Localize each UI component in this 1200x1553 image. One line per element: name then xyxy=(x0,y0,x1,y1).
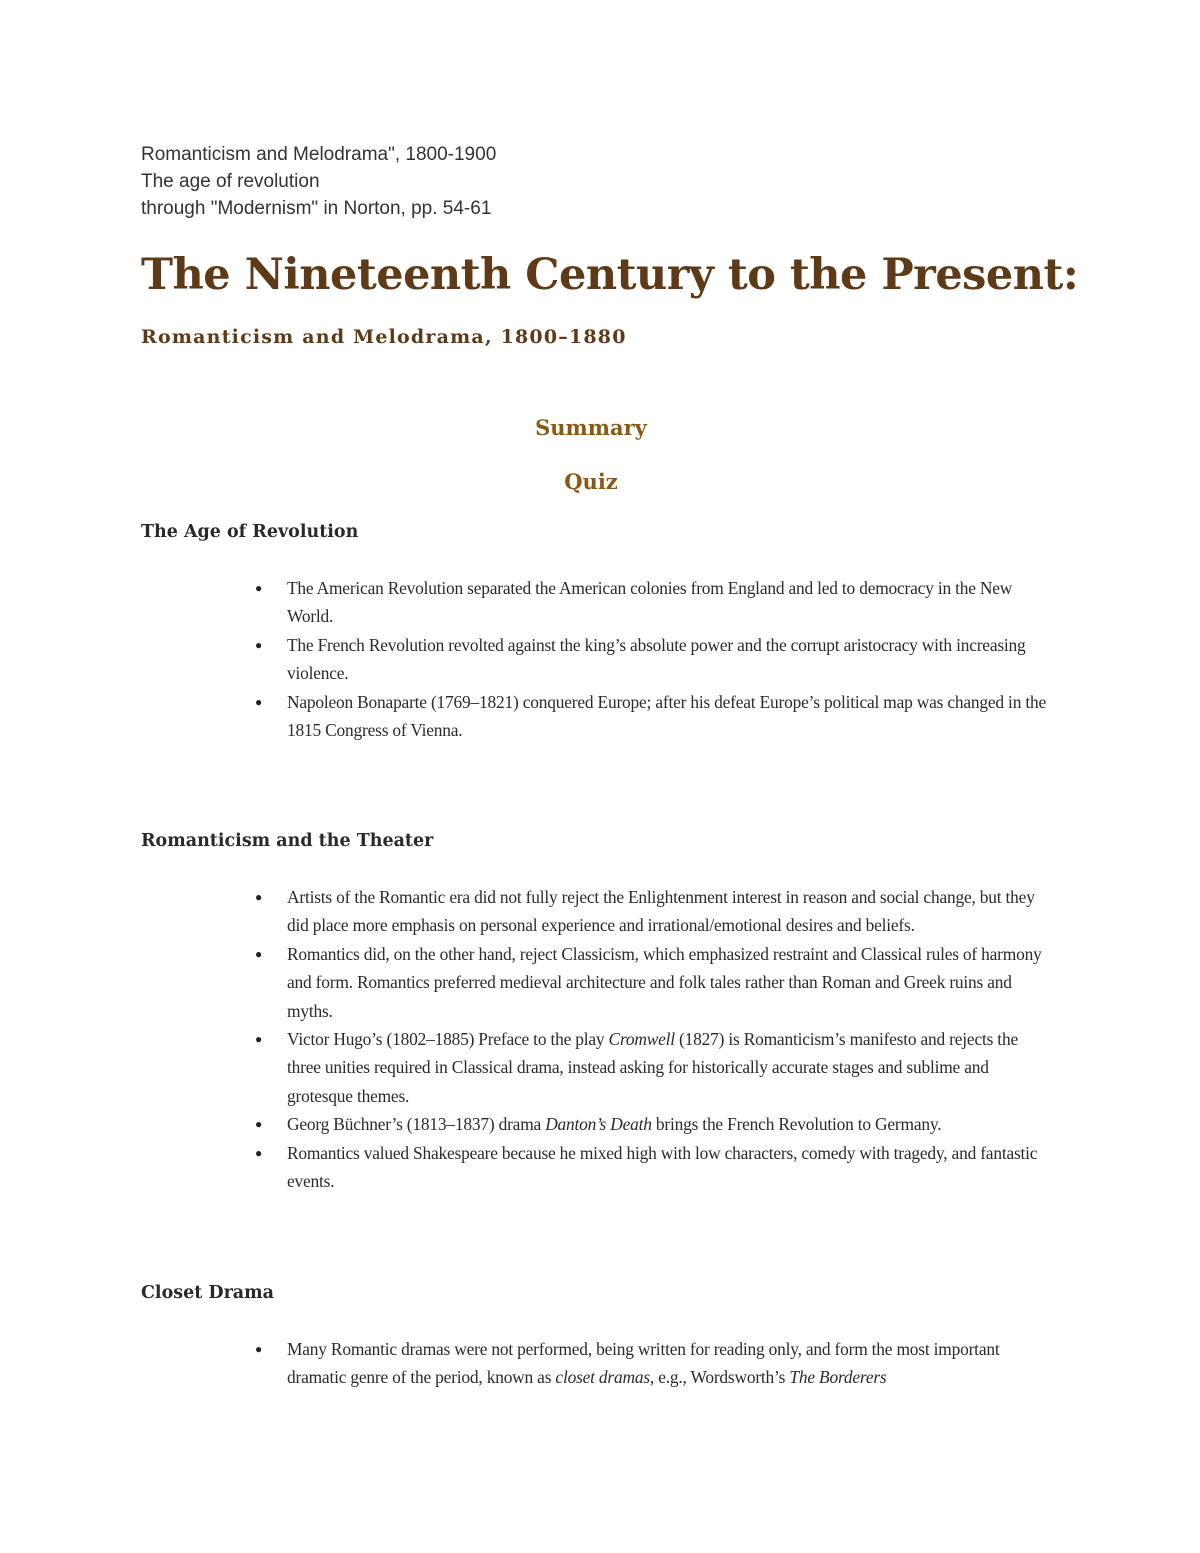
list-item-text: Romantics did, on the other hand, reject Classicism, which emphasized restraint and Classical rules of harmony and form. Romantics preferred medieval architecture and folk tales rather than Roman and Greek ruins and myths. xyxy=(287,943,1042,1021)
list-item xyxy=(255,1335,1047,1392)
list-item xyxy=(255,688,1047,745)
bullet-list-romanticism-theater xyxy=(255,883,1047,1195)
intro-block xyxy=(141,141,496,222)
intro-line-3: through "Modernism" in Norton, pp. 54-61 xyxy=(141,198,492,219)
list-item xyxy=(255,1139,1047,1196)
page-subtitle: Romanticism and Melodrama, 1800–1880 xyxy=(141,326,627,348)
bullet-icon: ● xyxy=(255,1342,263,1356)
quiz-link[interactable]: Quiz xyxy=(564,469,618,494)
bullet-icon: ● xyxy=(255,890,263,904)
list-item-text: Romantics valued Shakespeare because he mixed high with low characters, comedy with tragedy, and fantastic events. xyxy=(287,1142,1038,1192)
list-item-text: Napoleon Bonaparte (1769–1821) conquered Europe; after his defeat Europe’s political map was changed in the 1815 Congress of Vienna. xyxy=(287,691,1046,741)
intro-line-1: Romanticism and Melodrama", 1800-1900 xyxy=(141,144,497,165)
list-item xyxy=(255,1110,1047,1138)
list-item xyxy=(255,631,1047,688)
section-heading-age-of-revolution: The Age of Revolution xyxy=(141,522,359,542)
section-heading-closet-drama: Closet Drama xyxy=(141,1283,275,1303)
bullet-icon: ● xyxy=(255,1145,263,1160)
bullet-list-closet-drama xyxy=(255,1335,1047,1392)
list-item-text: The French Revolution revolted against the king’s absolute power and the corrupt aristocracy with increasing violence. xyxy=(287,634,1026,684)
bullet-icon: ● xyxy=(255,1117,263,1132)
list-item xyxy=(255,883,1047,940)
summary-link[interactable]: Summary xyxy=(535,415,647,440)
play-title-dantons-death: Danton’s Death xyxy=(545,1114,652,1135)
section-heading-romanticism-theater: Romanticism and the Theater xyxy=(141,831,434,851)
list-item xyxy=(255,574,1047,631)
list-item-text-middle: , e.g., Wordsworth’s xyxy=(649,1367,790,1388)
play-title-the-borderers: The Borderers xyxy=(789,1367,887,1388)
list-item-text: Artists of the Romantic era did not fully reject the Enlightenment interest in reason and social change, but they did place more emphasis on personal experience and irrational/emotional desires and beliefs. xyxy=(287,887,1035,936)
list-item-text: The American Revolution separated the American colonies from England and led to democracy in the New World. xyxy=(287,578,1013,627)
list-item xyxy=(255,1025,1047,1110)
list-item-text-start: Many Romantic dramas were not performed, being written for reading only, and form the most important dramatic genre of the period, known as xyxy=(287,1339,1000,1388)
list-item-text-end: (1827) is Romanticism’s manifesto and rejects the three unities required in Classical drama, instead asking for historically accurate stages and sublime and grotesque themes. xyxy=(287,1029,1018,1106)
bullet-icon: ● xyxy=(255,1032,263,1047)
bullet-list-age-of-revolution xyxy=(255,574,1047,744)
bullet-icon: ● xyxy=(255,637,263,652)
bullet-icon: ● xyxy=(255,581,263,595)
bullet-icon: ● xyxy=(255,694,263,709)
list-item xyxy=(255,940,1047,1025)
list-item-text-start: Georg Büchner’s (1813–1837) drama xyxy=(287,1114,546,1135)
page-title xyxy=(141,248,1121,364)
bullet-icon: ● xyxy=(255,946,263,961)
play-title-cromwell: Cromwell xyxy=(608,1029,675,1050)
intro-line-2: The age of revolution xyxy=(141,171,320,192)
list-item-text-start: Victor Hugo’s (1802–1885) Preface to the play xyxy=(287,1029,609,1050)
page-title-main: The Nineteenth Century to the Present: xyxy=(141,250,1079,300)
term-closet-dramas: closet dramas xyxy=(555,1367,650,1388)
list-item-text-end: brings the French Revolution to Germany. xyxy=(651,1114,942,1135)
